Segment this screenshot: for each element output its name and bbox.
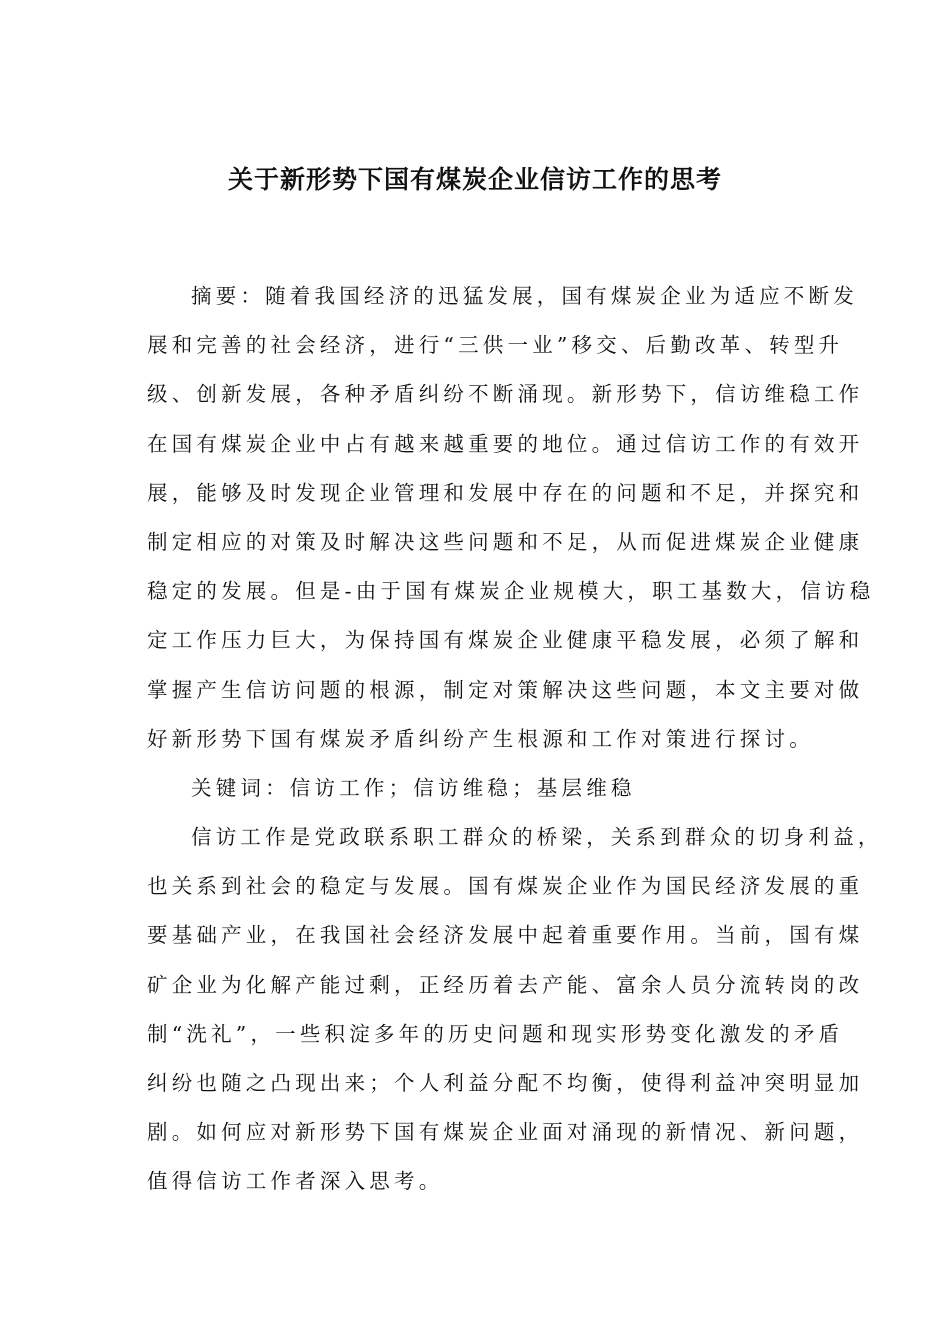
keywords-line: 关键词：信访工作；信访维稳；基层维稳 — [191, 775, 636, 800]
abstract-line-7: 稳定的发展。但是-由于国有煤炭企业规模大，职工基数大，信访稳 — [147, 579, 875, 604]
abstract-line-5: 展，能够及时发现企业管理和发展中存在的问题和不足，并探究和 — [147, 480, 864, 505]
abstract-line-6: 制定相应的对策及时解决这些问题和不足，从而促进煤炭企业健康 — [147, 529, 864, 554]
body-line-3: 要基础产业，在我国社会经济发展中起着重要作用。当前，国有煤 — [147, 923, 864, 948]
body-line-6: 纠纷也随之凸现出来；个人利益分配不均衡，使得利益冲突明显加 — [147, 1071, 864, 1095]
document-body — [147, 278, 883, 1213]
body-line-2: 也关系到社会的稳定与发展。国有煤炭企业作为国民经济发展的重 — [147, 874, 864, 899]
abstract-line-10: 好新形势下国有煤炭矛盾纠纷产生根源和工作对策进行探讨。 — [147, 726, 814, 751]
body-line-1: 信访工作是党政联系职工群众的桥梁，关系到群众的切身利益， — [191, 825, 883, 850]
document-title: 关于新形势下国有煤炭企业信访工作的思考 — [227, 165, 722, 194]
abstract-line-3: 级、创新发展，各种矛盾纠纷不断涌现。新形势下，信访维稳工作 — [147, 382, 864, 407]
abstract-line-1: 摘要：随着我国经济的迅猛发展，国有煤炭企业为适应不断发 — [191, 284, 858, 308]
body-line-5: 制“洗礼”，一些积淀多年的历史问题和现实形势变化激发的矛盾 — [147, 1021, 844, 1046]
body-line-7: 剧。如何应对新形势下国有煤炭企业面对涌现的新情况、新问题， — [147, 1120, 864, 1145]
abstract-line-9: 掌握产生信访问题的根源，制定对策解决这些问题，本文主要对做 — [147, 677, 864, 702]
abstract-line-8: 定工作压力巨大，为保持国有煤炭企业健康平稳发展，必须了解和 — [147, 628, 864, 653]
abstract-line-4: 在国有煤炭企业中占有越来越重要的地位。通过信访工作的有效开 — [147, 431, 864, 456]
body-line-4: 矿企业为化解产能过剩，正经历着去产能、富余人员分流转岗的改 — [147, 972, 864, 997]
body-line-8: 值得信访工作者深入思考。 — [147, 1169, 444, 1194]
abstract-line-2: 展和完善的社会经济，进行“三供一业”移交、后勤改革、转型升 — [147, 333, 844, 358]
